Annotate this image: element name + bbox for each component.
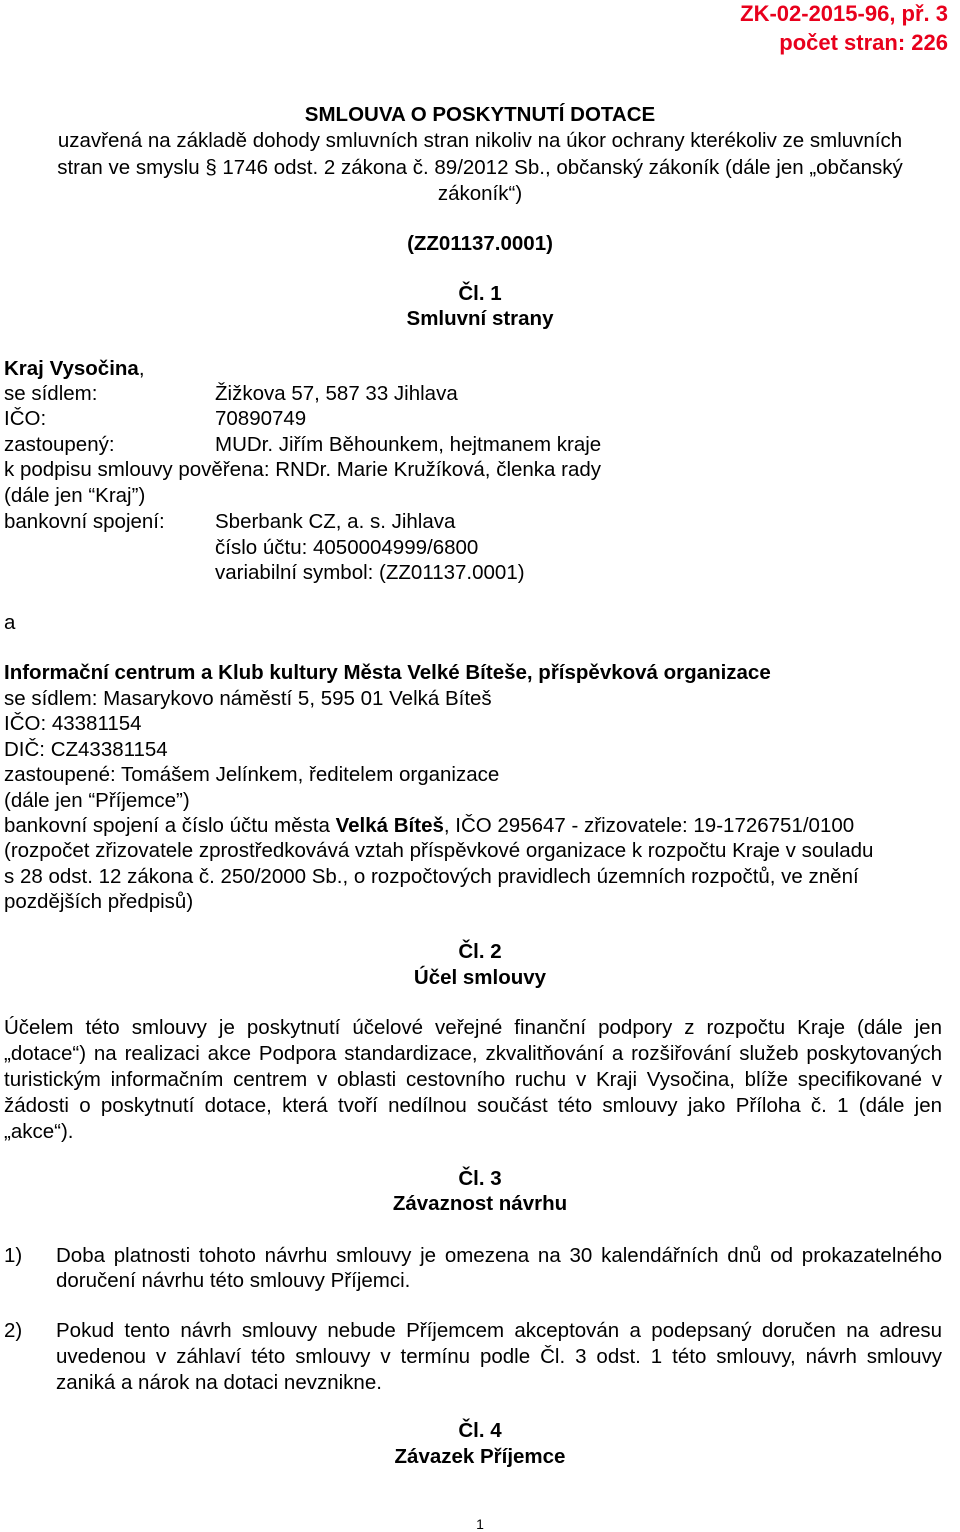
article-3-item-2-text: Pokud tento návrh smlouvy nebude Příjemcem akceptován a podepsaný doručen na adresu uvedenou v záhlaví této smlouvy v termínu podle Čl. 3 odst. 1 této smlouvy, návrh smlouvy zaniká a nárok na dotaci nevznikne. — [56, 1319, 942, 1394]
page-number: 1 — [476, 1516, 484, 1532]
party-kraj-short-name: (dále jen “Kraj”) — [4, 484, 146, 507]
party-kraj-variable-symbol: variabilní symbol: (ZZ01137.0001) — [215, 561, 525, 584]
article-3-title: Závaznost návrhu — [392, 1192, 568, 1215]
party-recipient-budget-line-3: pozdějších předpisů) — [4, 890, 194, 913]
article-1-title: Smluvní strany — [406, 307, 554, 330]
party-kraj-bank-value: Sberbank CZ, a. s. Jihlava — [215, 510, 456, 533]
article-3-number: Čl. 3 — [458, 1167, 502, 1190]
article-4-number: Čl. 4 — [458, 1419, 502, 1442]
party-kraj-rep-label: zastoupený: — [4, 433, 115, 456]
party-kraj-seat-value: Žižkova 57, 587 33 Jihlava — [215, 382, 458, 405]
contract-subtitle-line-3: zákoník“) — [437, 182, 523, 205]
article-2-title: Účel smlouvy — [413, 966, 547, 989]
contract-subtitle-line-2: stran ve smyslu § 1746 odst. 2 zákona č. 89/2012 Sb., občanský zákoník (dále jen „občanský — [57, 156, 903, 179]
contract-title: SMLOUVA O POSKYTNUTÍ DOTACE — [304, 103, 656, 126]
party-kraj-signatory: k podpisu smlouvy pověřena: RNDr. Marie Kružíková, členka rady — [4, 458, 602, 481]
party-kraj-name: Kraj Vysočina, — [4, 357, 145, 380]
party-kraj-ico-value: 70890749 — [215, 407, 307, 430]
article-3-item-1-number: 1) — [4, 1244, 23, 1267]
party-recipient-rep: zastoupené: Tomášem Jelínkem, ředitelem organizace — [4, 763, 500, 786]
party-kraj-rep-value: MUDr. Jiřím Běhounkem, hejtmanem kraje — [215, 433, 602, 456]
party-kraj-seat-label: se sídlem: — [4, 382, 98, 405]
article-1-number: Čl. 1 — [458, 282, 502, 305]
party-recipient-dic: DIČ: CZ43381154 — [4, 738, 168, 761]
article-3-item-2-number: 2) — [4, 1319, 23, 1342]
party-recipient-budget-line-2: s 28 odst. 12 zákona č. 250/2000 Sb., o rozpočtových pravidlech územních rozpočtů, ve znění — [4, 865, 859, 888]
article-2-number: Čl. 2 — [458, 940, 502, 963]
conjunction: a — [4, 611, 16, 634]
party-kraj-account: číslo účtu: 4050004999/6800 — [215, 536, 479, 559]
page-count: počet stran: 226 — [779, 30, 948, 55]
party-recipient-name: Informační centrum a Klub kultury Města Velké Bíteše, příspěvková organizace — [4, 661, 771, 684]
party-recipient-seat: se sídlem: Masarykovo náměstí 5, 595 01 Velká Bíteš — [4, 687, 492, 710]
article-3-item-1-text: Doba platnosti tohoto návrhu smlouvy je omezena na 30 kalendářních dnů od prokazatelného doručení návrhu této smlouvy Příjemci. — [56, 1244, 942, 1292]
party-recipient-ico: IČO: 43381154 — [4, 712, 142, 735]
party-kraj-bank-label: bankovní spojení: — [4, 510, 165, 533]
document-reference: ZK-02-2015-96, př. 3 — [740, 1, 948, 26]
party-recipient-bank: bankovní spojení a číslo účtu města Velká Bíteš, IČO 295647 - zřizovatele: 19-1726751/0100 — [4, 814, 855, 837]
party-kraj-ico-label: IČO: — [4, 407, 47, 430]
article-2-text: Účelem této smlouvy je poskytnutí účelové veřejné finanční podpory z rozpočtu Kraje (dále jen „dotace“) na realizaci akce Podpora standardizace, zkvalitňování a rozšiřování služeb poskytovaných turistickým informačním centrem v oblasti cestovního ruchu v Kraji Vysočina, blíže specifikované v žádosti o poskytnutí dotace, která tvoří nedílnou součást této smlouvy jako Příloha č. 1 (dále jen „akce“). — [4, 1016, 942, 1143]
party-recipient-budget-line-1: (rozpočet zřizovatele zprostředkovává vztah příspěvkové organizace k rozpočtu Kraje v souladu — [4, 839, 874, 862]
article-4-title: Závazek Příjemce — [394, 1445, 566, 1468]
contract-subtitle-line-1: uzavřená na základě dohody smluvních stran nikoliv na úkor ochrany kterékoliv ze smluvních — [57, 129, 903, 152]
contract-code: (ZZ01137.0001) — [407, 232, 553, 255]
party-recipient-short-name: (dále jen “Příjemce”) — [4, 789, 190, 812]
